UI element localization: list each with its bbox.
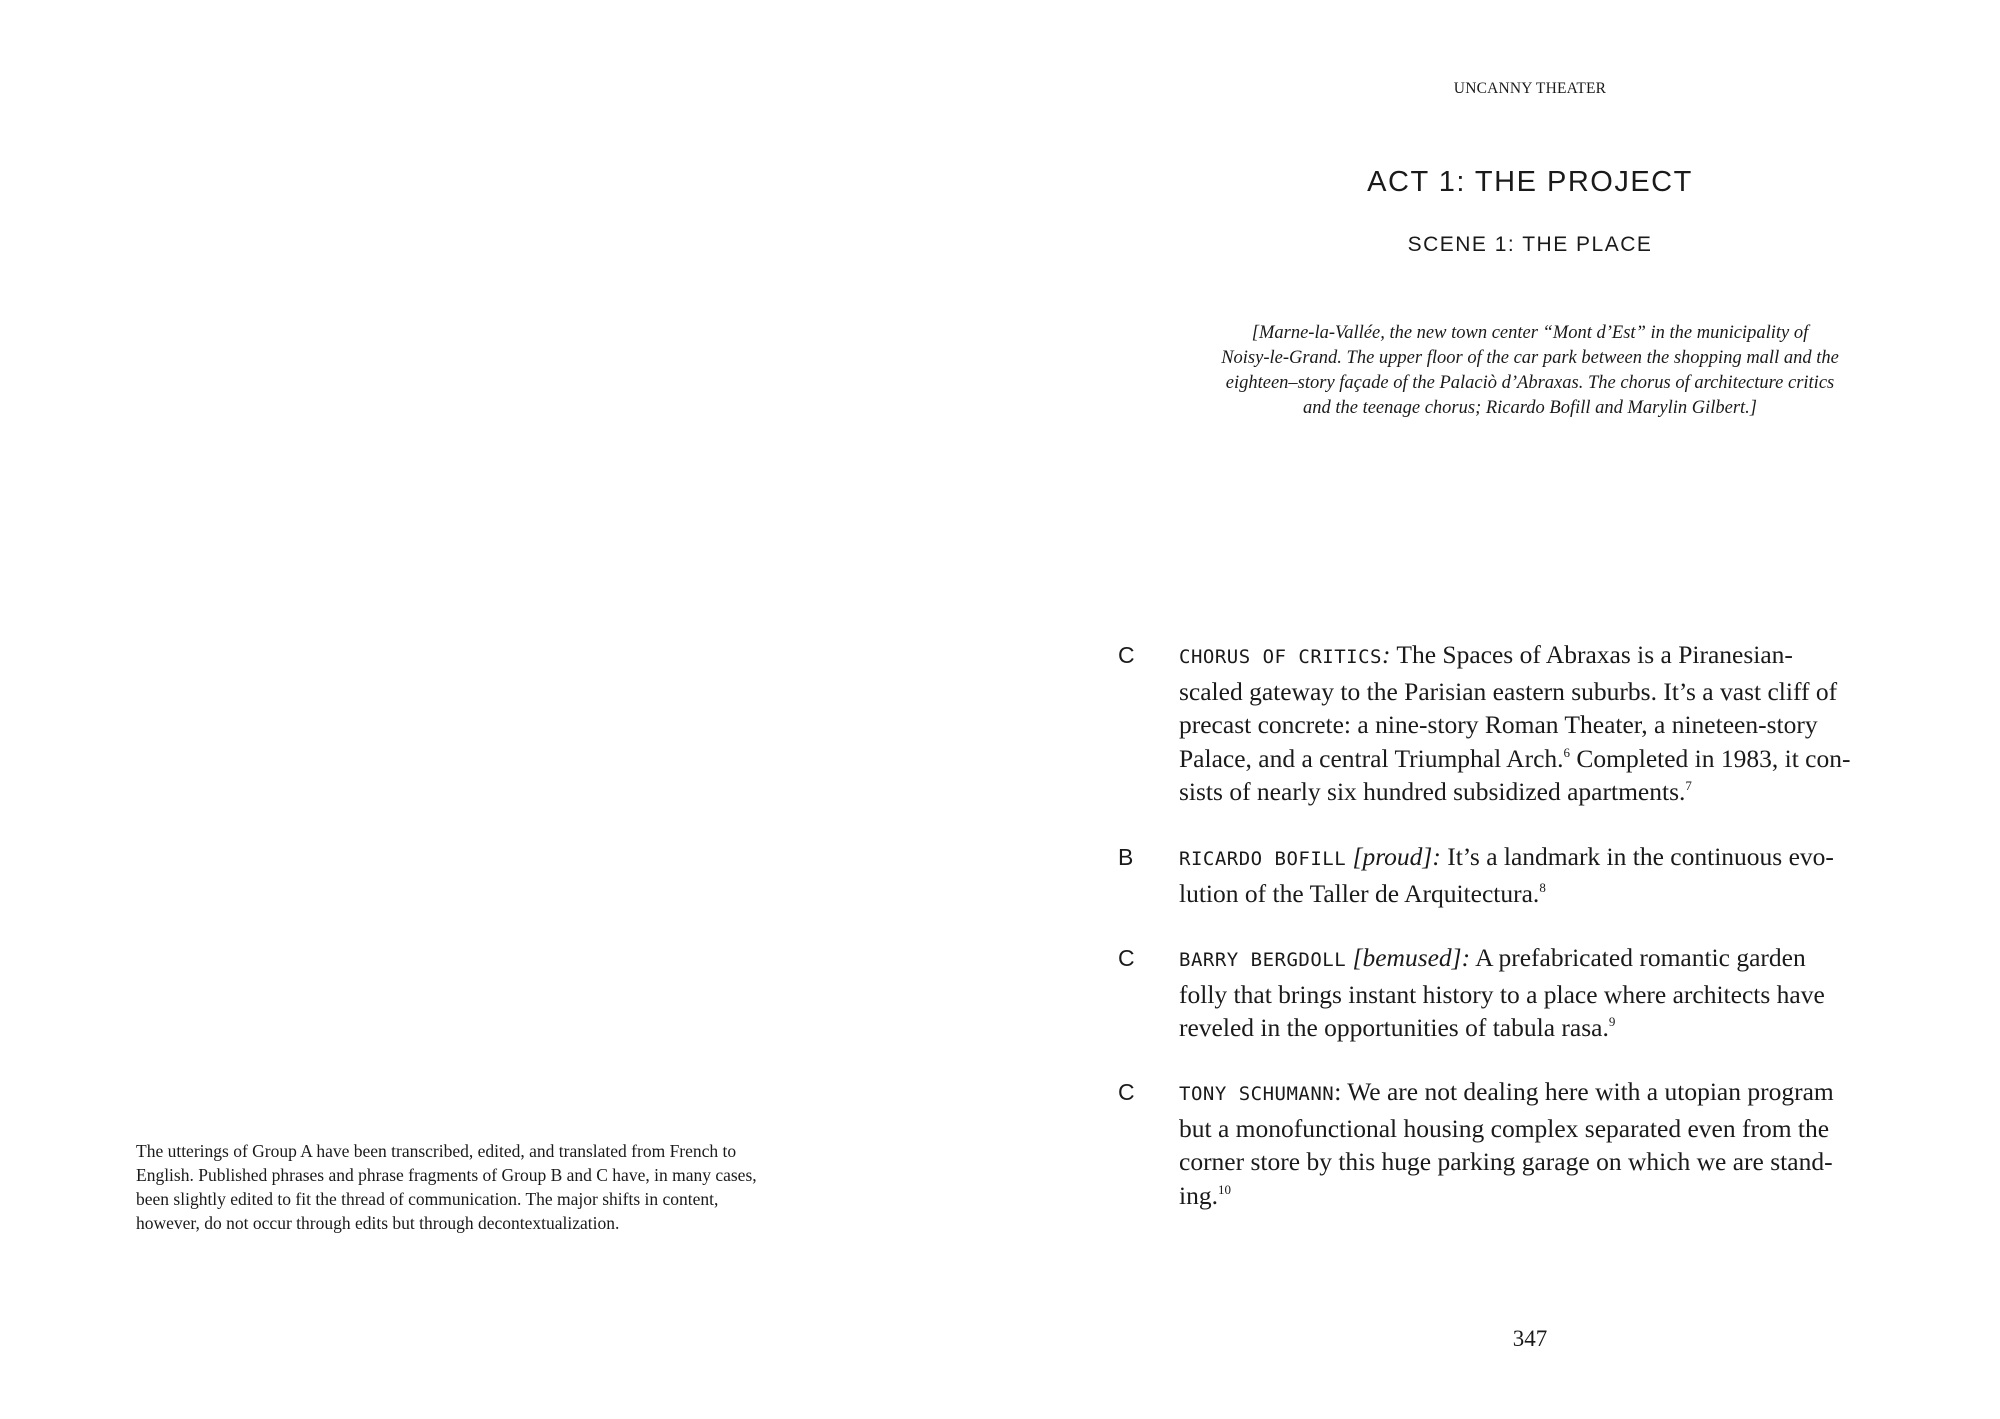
group-letter: C xyxy=(1118,945,1135,971)
speech-text: ing. xyxy=(1179,1180,1218,1210)
stage-direction-line: eighteen–story façade of the Palaciò d’Abraxas. The chorus of architecture critics xyxy=(1225,373,1835,393)
stage-direction-line: Noisy-le-Grand. The upper floor of the car park between the shopping mall and the xyxy=(1221,348,1839,368)
speech-line: corner store by this huge parking garage on which we are stand- xyxy=(1179,1147,1833,1176)
footnote-marker: 9 xyxy=(1608,1014,1616,1029)
speech-line: but a monofunctional housing complex separated even from the xyxy=(1179,1113,1830,1143)
speaker-colon: : xyxy=(1381,640,1391,669)
stage-cue: [proud]: xyxy=(1352,842,1441,871)
editorial-note xyxy=(136,1139,856,1235)
note-line: however, do not occur through edits but through decontextualization. xyxy=(136,1213,620,1233)
footnote-marker: 7 xyxy=(1685,778,1692,793)
speech-line xyxy=(1179,1011,1879,1045)
stage-direction-line: [Marne-la-Vallée, the new town center “Mont d’Est” in the municipality of xyxy=(1251,323,1809,343)
speech-text: The Spaces of Abraxas is a Piranesian- xyxy=(1390,640,1793,669)
group-letter: C xyxy=(1118,1079,1135,1105)
speech-line: scaled gateway to the Parisian eastern suburbs. It’s a vast cliff of xyxy=(1179,676,1838,706)
footnote-marker: 10 xyxy=(1217,1181,1231,1197)
speech-line xyxy=(1179,638,1879,675)
running-head: UNCANNY THEATER xyxy=(1453,80,1607,97)
speech-line xyxy=(1179,742,1879,776)
speech-line xyxy=(1179,941,1879,978)
speech-body xyxy=(1179,638,1879,809)
group-letter: C xyxy=(1118,642,1135,668)
stage-direction xyxy=(1180,321,1880,421)
speaker-name: BARRY BERGDOLL xyxy=(1179,949,1347,971)
group-letter: B xyxy=(1118,844,1134,870)
note-line: been slightly edited to fit the thread of communication. The major shifts in content, xyxy=(136,1189,719,1209)
speech-text: Completed in 1983, it con- xyxy=(1570,743,1851,773)
speaker-name: RICARDO BOFILL xyxy=(1179,848,1347,870)
speaker-colon: : xyxy=(1334,1077,1342,1106)
speech-text: sists of nearly six hundred subsidized apartments. xyxy=(1179,777,1686,806)
footnote-marker: 8 xyxy=(1539,879,1546,895)
act-title: ACT 1: THE PROJECT xyxy=(1367,166,1693,198)
speech-body xyxy=(1179,840,1879,910)
speech-text: A prefabricated romantic garden xyxy=(1470,943,1806,972)
speech-text: Palace, and a central Triumphal Arch. xyxy=(1179,743,1564,773)
speech-body xyxy=(1179,1075,1879,1212)
speech-line xyxy=(1179,877,1879,911)
speech-line xyxy=(1179,840,1879,877)
speech-text: reveled in the opportunities of tabula rasa. xyxy=(1179,1013,1609,1042)
speech-line xyxy=(1179,775,1879,809)
note-line: The utterings of Group A have been transcribed, edited, and translated from French to xyxy=(136,1141,737,1161)
speech-line: folly that brings instant history to a place where architects have xyxy=(1179,979,1825,1009)
footnote-marker: 6 xyxy=(1563,744,1571,760)
scene-title: SCENE 1: THE PLACE xyxy=(1407,233,1653,256)
stage-cue: [bemused]: xyxy=(1352,943,1471,972)
stage-direction-line: and the teenage chorus; Ricardo Bofill and Marylin Gilbert.] xyxy=(1302,398,1758,418)
speech-body xyxy=(1179,941,1879,1045)
speech-line xyxy=(1179,1075,1879,1112)
speaker-name: CHORUS OF CRITICS xyxy=(1179,646,1382,668)
speech-text: It’s a landmark in the continuous evo- xyxy=(1440,842,1834,871)
speech-line xyxy=(1179,1179,1879,1213)
speech-text: We are not dealing here with a utopian program xyxy=(1341,1077,1834,1106)
page-number: 347 xyxy=(1512,1326,1548,1351)
speaker-name: TONY SCHUMANN xyxy=(1179,1083,1335,1105)
speech-text: lution of the Taller de Arquitectura. xyxy=(1179,878,1540,908)
note-line: English. Published phrases and phrase fragments of Group B and C have, in many cases, xyxy=(136,1165,757,1185)
speech-line: precast concrete: a nine-story Roman Theater, a nineteen-story xyxy=(1179,710,1818,739)
